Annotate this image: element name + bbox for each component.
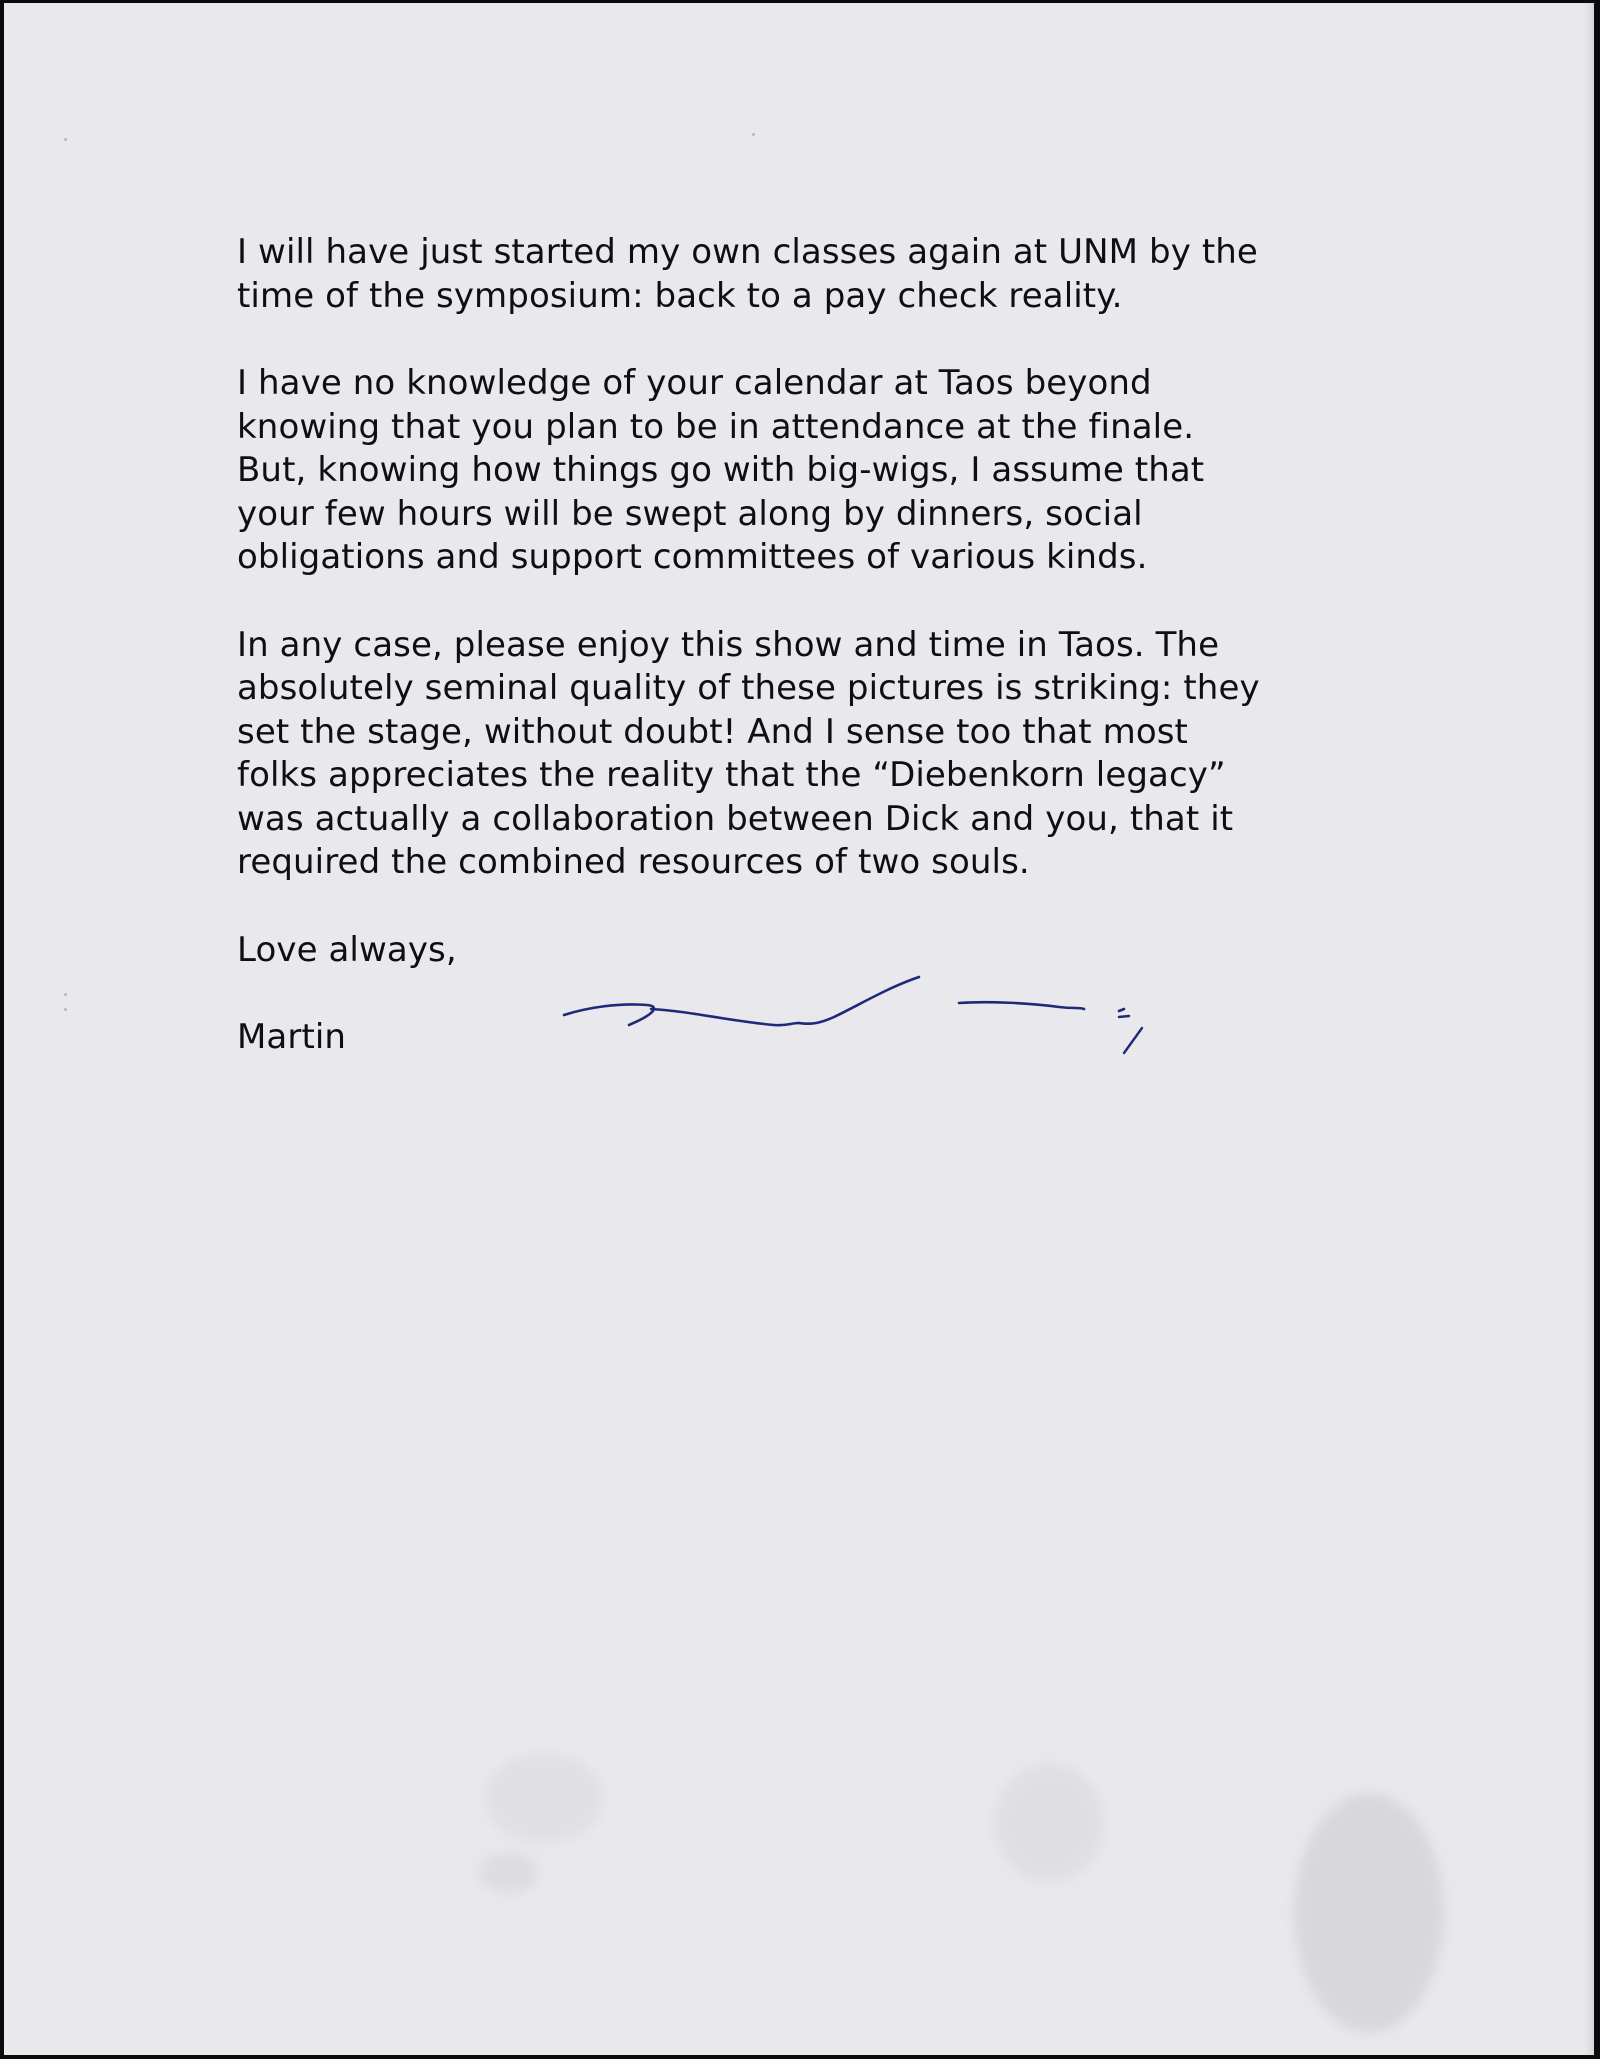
scan-smudge <box>484 1753 604 1843</box>
scan-smudge <box>994 1763 1104 1883</box>
letter-closing: Love always, <box>237 929 457 970</box>
letter-signer-name: Martin <box>237 1017 347 1057</box>
text-line: your few hours will be swept along by dinners, social <box>237 493 1143 534</box>
letter-paragraph-1 <box>237 231 1397 318</box>
text-line: But, knowing how things go with big-wigs, I assume that <box>237 450 1205 490</box>
letter-page <box>4 3 1594 2055</box>
text-line: time of the symposium: back to a pay check reality. <box>237 275 1123 316</box>
letter-paragraph-3 <box>237 624 1397 885</box>
text-line: required the combined resources of two souls. <box>237 842 1030 882</box>
text-line: In any case, please enjoy this show and time in Taos. The <box>237 624 1220 665</box>
letter-paragraph-2 <box>237 362 1397 580</box>
letter-body <box>237 231 1397 1060</box>
text-line: knowing that you plan to be in attendance at the finale. <box>237 406 1195 447</box>
handwritten-signature <box>559 973 1179 1063</box>
scan-smudge <box>1294 1793 1444 2033</box>
scan-speck <box>64 138 67 141</box>
text-line: I have no knowledge of your calendar at Taos beyond <box>237 363 1152 403</box>
text-line: obligations and support committees of various kinds. <box>237 537 1148 577</box>
scan-smudge <box>479 1853 539 1893</box>
scan-speck <box>64 993 67 996</box>
text-line: folks appreciates the reality that the “Diebenkorn legacy” <box>237 755 1226 795</box>
text-line: set the stage, without doubt! And I sense too that most <box>237 711 1188 752</box>
scan-speck <box>64 1008 67 1011</box>
scan-speck <box>752 133 755 136</box>
page-edge-shadow <box>1584 3 1594 2055</box>
text-line: was actually a collaboration between Dick and you, that it <box>237 798 1234 839</box>
text-line: absolutely seminal quality of these pictures is striking: they <box>237 668 1260 708</box>
text-line: I will have just started my own classes again at UNM by the <box>237 232 1258 272</box>
